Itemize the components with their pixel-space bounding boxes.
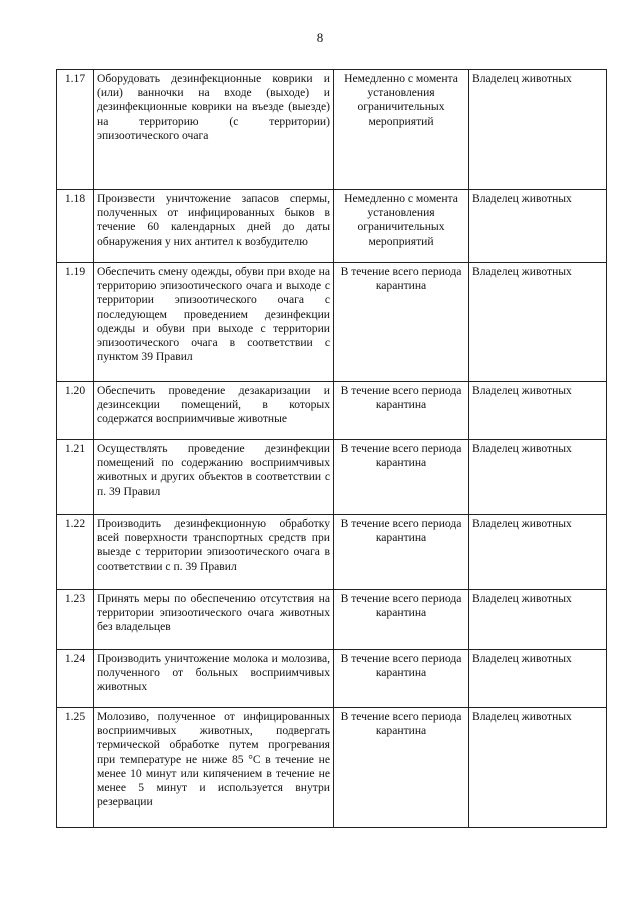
row-number: 1.21 — [57, 440, 94, 515]
row-action: Обеспечить проведение дезакаризации и дезинсекции помещений, в которых содержатся восприимчивые животные — [94, 382, 334, 440]
row-term: В течение всего периода карантина — [334, 263, 469, 382]
row-term: В течение всего периода карантина — [334, 440, 469, 515]
row-action: Оборудовать дезинфекционные коврики и (или) ванночки на входе (выходе) и дезинфекционные коврики на въезде (выезде) на территорию (с территории) эпизоотического очага — [94, 70, 334, 190]
row-responsible: Владелец животных — [469, 650, 607, 708]
row-responsible: Владелец животных — [469, 590, 607, 650]
row-action: Производить уничтожение молока и молозива, полученного от больных восприимчивых животных — [94, 650, 334, 708]
row-responsible: Владелец животных — [469, 440, 607, 515]
row-responsible: Владелец животных — [469, 708, 607, 828]
row-number: 1.19 — [57, 263, 94, 382]
row-term: В течение всего периода карантина — [334, 382, 469, 440]
row-action: Произвести уничтожение запасов спермы, полученных от инфицированных быков в течение 60 календарных дней до даты обнаружения у них антител к возбудителю — [94, 190, 334, 263]
row-action: Обеспечить смену одежды, обуви при входе на территорию эпизоотического очага и выходе с территории эпизоотического очага с последующем проведением дезинфекции одежды и обуви при выходе с территории эпизоотического очага в соответствии с пунктом 39 Правил — [94, 263, 334, 382]
row-number: 1.20 — [57, 382, 94, 440]
row-term: В течение всего периода карантина — [334, 590, 469, 650]
row-responsible: Владелец животных — [469, 515, 607, 590]
table-row — [57, 382, 607, 440]
row-number: 1.22 — [57, 515, 94, 590]
row-action: Молозиво, полученное от инфицированных восприимчивых животных, подвергать термической обработке путем прогревания при температуре не ниже 85 °C в течение не менее 10 минут или кипячением в течение не менее 5 минут и используется внутри резервации — [94, 708, 334, 828]
row-action: Осуществлять проведение дезинфекции помещений по содержанию восприимчивых животных и других объектов в соответствии с п. 39 Правил — [94, 440, 334, 515]
row-action: Производить дезинфекционную обработку всей поверхности транспортных средств при выезде с территории эпизоотического очага в соответствии с п. 39 Правил — [94, 515, 334, 590]
measures-table — [56, 69, 607, 828]
table-row — [57, 263, 607, 382]
row-term: В течение всего периода карантина — [334, 650, 469, 708]
row-term: В течение всего периода карантина — [334, 515, 469, 590]
row-responsible: Владелец животных — [469, 382, 607, 440]
row-number: 1.17 — [57, 70, 94, 190]
row-action: Принять меры по обеспечению отсутствия на территории эпизоотического очага животных без владельцев — [94, 590, 334, 650]
row-number: 1.24 — [57, 650, 94, 708]
page-number: 8 — [316, 30, 324, 45]
table-row — [57, 650, 607, 708]
row-term: В течение всего периода карантина — [334, 708, 469, 828]
row-number: 1.18 — [57, 190, 94, 263]
table-row — [57, 440, 607, 515]
table-row — [57, 708, 607, 828]
table-row — [57, 190, 607, 263]
table-row — [57, 70, 607, 190]
row-number: 1.25 — [57, 708, 94, 828]
row-responsible: Владелец животных — [469, 190, 607, 263]
row-responsible: Владелец животных — [469, 70, 607, 190]
row-responsible: Владелец животных — [469, 263, 607, 382]
row-term: Немедленно с момента установления ограничительных мероприятий — [334, 70, 469, 190]
row-term: Немедленно с момента установления ограничительных мероприятий — [334, 190, 469, 263]
table-row — [57, 590, 607, 650]
table-row — [57, 515, 607, 590]
row-number: 1.23 — [57, 590, 94, 650]
